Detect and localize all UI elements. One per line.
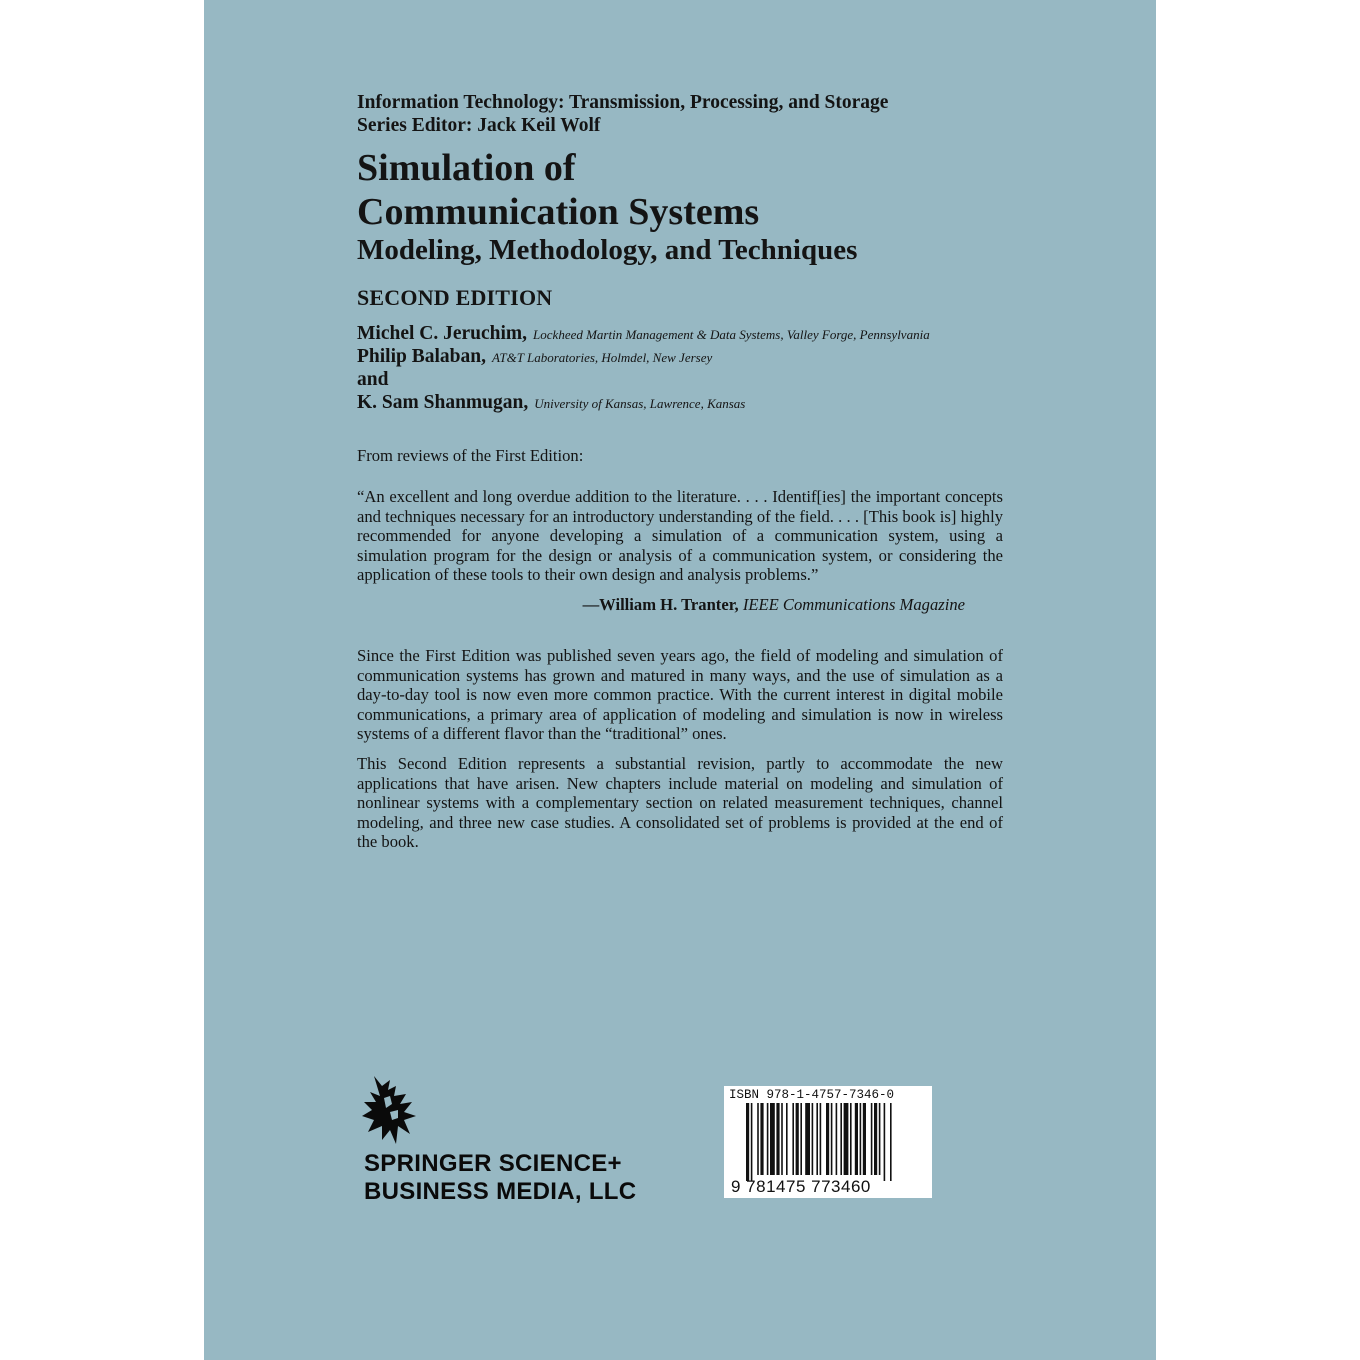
series-title: Information Technology: Transmission, Processing, and Storage	[357, 92, 889, 113]
author-name: K. Sam Shanmugan,	[357, 392, 529, 413]
barcode-bar	[770, 1103, 775, 1175]
barcode-bar	[879, 1103, 881, 1175]
barcode-bar	[781, 1103, 783, 1175]
barcode-bar	[863, 1103, 866, 1175]
barcode-bar	[792, 1103, 794, 1175]
author-name: Philip Balaban,	[357, 346, 486, 367]
author-affiliation: AT&T Laboratories, Holmdel, New Jersey	[491, 350, 713, 365]
publisher-name-line-2: BUSINESS MEDIA, LLC	[364, 1178, 637, 1205]
barcode-bar	[836, 1103, 838, 1175]
reviews-intro: From reviews of the First Edition:	[357, 446, 584, 465]
barcode-bar	[826, 1103, 829, 1175]
barcode-bar	[751, 1103, 753, 1181]
author-3	[357, 392, 745, 414]
barcode-bar	[884, 1103, 886, 1181]
isbn-barcode	[724, 1086, 932, 1198]
barcode-bar	[760, 1103, 763, 1175]
barcode-bar	[831, 1103, 833, 1175]
barcode-bar	[805, 1103, 810, 1175]
barcode-bar	[757, 1103, 759, 1175]
springer-logo-icon	[360, 1074, 424, 1146]
barcode-bar	[844, 1103, 849, 1175]
barcode-bar	[890, 1103, 892, 1181]
review-attribution	[357, 595, 965, 615]
barcode-bar	[816, 1103, 818, 1175]
book-subtitle: Modeling, Methodology, and Techniques	[357, 234, 858, 266]
barcode-bar	[786, 1103, 788, 1175]
review-quote: “An excellent and long overdue addition to the literature. . . . Identif[ies] the important concepts and techniques necessary for an introductory understanding of the field. . . . [This book is] highly recommended for anyone developing a simulation of a communication system, using a simulation program for the design or analysis of a communication system, or considering the application of these tools to their own design and analysis problems.”	[357, 487, 1003, 584]
barcode-bar	[796, 1103, 799, 1175]
author-affiliation: Lockheed Martin Management & Data Systems, Valley Forge, Pennsylvania	[533, 327, 930, 342]
description-paragraph-1: Since the First Edition was published seven years ago, the field of modeling and simulation of communication systems has grown and matured in many ways, and the use of simulation as a day-to-day tool is now even more common practice. With the current interest in digital mobile communications, a primary area of application of modeling and simulation is now in wireless systems of a different flavor than the “traditional” ones.	[357, 646, 1003, 743]
description-paragraph-2: This Second Edition represents a substantial revision, partly to accommodate the new applications that have arisen. New chapters include material on modeling and simulation of nonlinear systems with a complementary section on related measurement techniques, channel modeling, and three new case studies. A consolidated set of problems is provided at the end of the book.	[357, 754, 1003, 851]
barcode-bar	[776, 1103, 779, 1175]
author-2	[357, 346, 712, 368]
author-name: Michel C. Jeruchim,	[357, 323, 528, 344]
barcode-bar	[850, 1103, 852, 1175]
barcode-bar	[800, 1103, 802, 1175]
barcode-bar	[812, 1103, 814, 1175]
barcode-bar	[874, 1103, 877, 1175]
ean-digits: 9 781475 773460	[731, 1177, 871, 1196]
edition-label: SECOND EDITION	[357, 285, 553, 310]
series-editor: Series Editor: Jack Keil Wolf	[357, 115, 601, 136]
book-title-line-2: Communication Systems	[357, 191, 760, 233]
isbn-label: ISBN 978-1-4757-7346-0	[729, 1088, 895, 1102]
barcode-bar	[860, 1103, 862, 1175]
barcode-bar	[746, 1103, 749, 1181]
review-publication: IEEE Communications Magazine	[742, 595, 965, 614]
author-1	[357, 323, 930, 345]
author-affiliation: University of Kansas, Lawrence, Kansas	[534, 396, 746, 411]
barcode-bar	[855, 1103, 858, 1175]
authors-conjunction: and	[357, 369, 389, 390]
barcode-bar	[871, 1103, 873, 1175]
barcode-bar	[767, 1103, 769, 1175]
barcode-bar	[820, 1103, 822, 1175]
barcode-bar	[840, 1103, 842, 1175]
publisher-name-line-1: SPRINGER SCIENCE+	[364, 1150, 622, 1177]
book-title-line-1: Simulation of	[357, 147, 576, 189]
reviewer-name: —William H. Tranter,	[582, 595, 739, 614]
